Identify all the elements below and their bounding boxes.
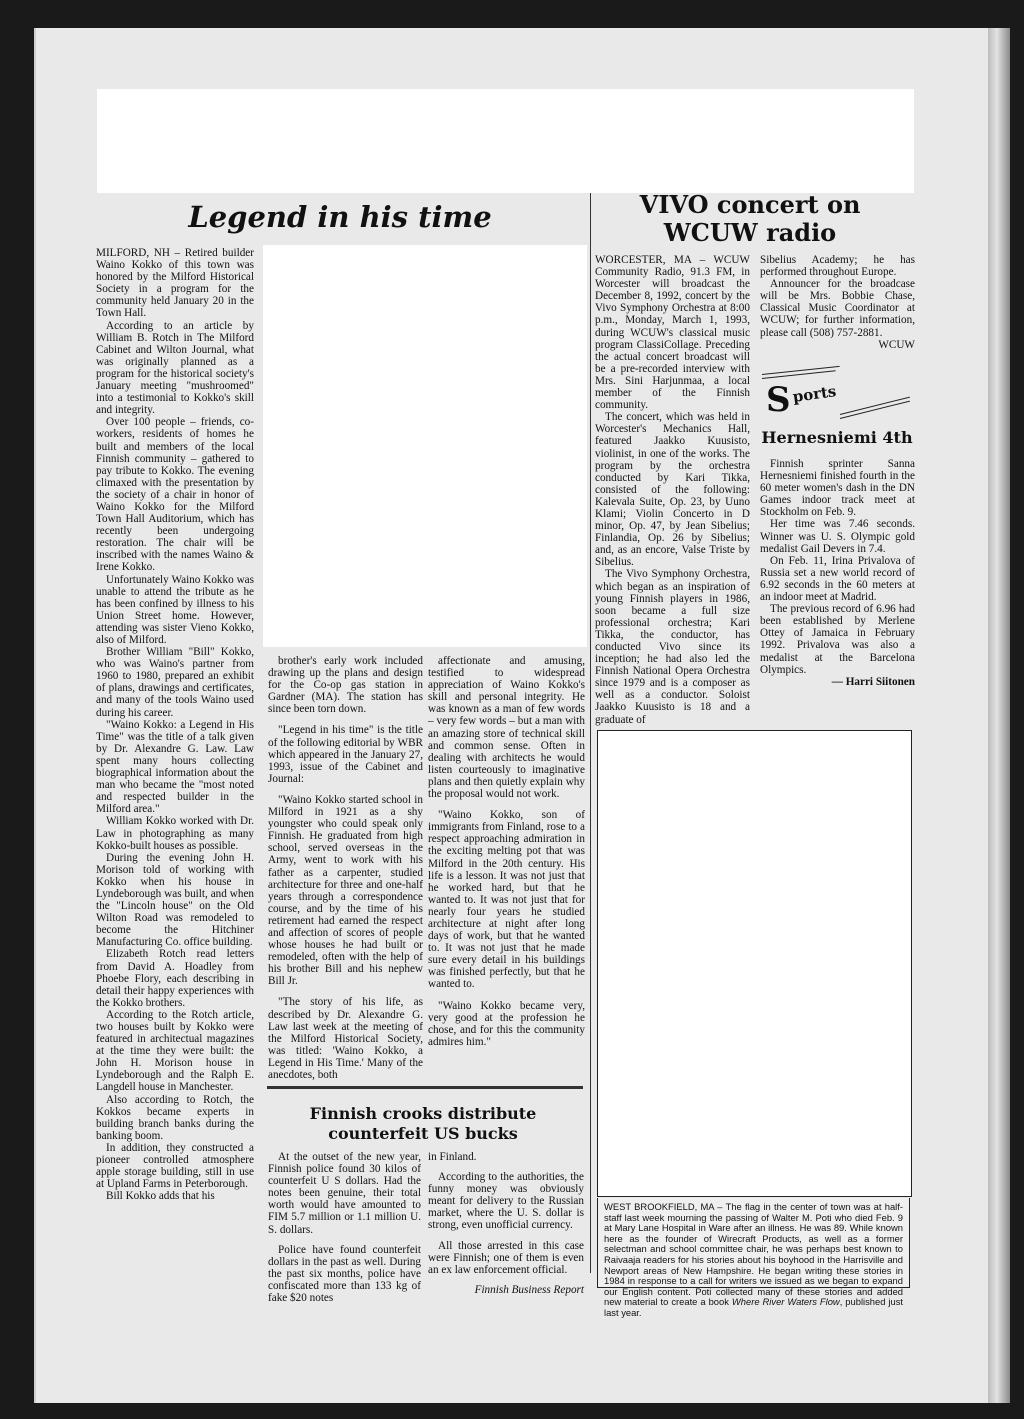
legend-p5: Brother William "Bill" Kokko, who was Waino's partner from 1960 to 1980, prepared an exhibit of plans, drawings and certificates, and many of the tools Waino used during his career. bbox=[96, 646, 254, 719]
poti-photo bbox=[597, 730, 912, 1197]
legend-photo bbox=[263, 245, 587, 647]
legend-p9: Elizabeth Rotch read letters from David A. Hoadley from Phoebe Flory, each describing in detail their happy experiences with the Kokko brothers. bbox=[96, 948, 254, 1009]
crooks-headline-line2: counterfeit US bucks bbox=[328, 1124, 518, 1143]
legend-c2-p3: "Waino Kokko started school in Milford in 1921 as a shy youngster who could speak only Finnish. He graduated from high school, served overseas in the Army, went to work with his father as a carpenter, studied architecture for three and one-half years through a correspondence course, and by the time of his retirement had earned the respect and affection of scores of people whose houses he had built or remodeled, often with the help of his brother Bill and his nephew Bill Jr. bbox=[268, 793, 423, 988]
legend-column-3 bbox=[428, 655, 585, 1057]
vivo-p5: Announcer for the broadcase will be Mrs. Bobbie Chase, Classical Music Coordinator at WCUW; for further information, please call (508) 757-2881. bbox=[760, 278, 915, 339]
sports-logo-rule-top-2 bbox=[762, 370, 836, 379]
sports-p3: On Feb. 11, Irina Privalova of Russia set a new world record of 6.92 seconds in the 60 meters at an indoor meet at Madrid. bbox=[760, 554, 915, 604]
crooks-p1: At the outset of the new year, Finnish police found 30 kilos of counterfeit U S dollars. Had the notes been genuine, their total worth would have amounted to FIM 5.7 million or 1.1 million U. S. dollars. bbox=[268, 1151, 421, 1236]
crooks-p5: All those arrested in this case were Finnish; one of them is even an ex law enforcement official. bbox=[428, 1239, 584, 1276]
legend-c2-p1: brother's early work included drawing up the plans and design for the Co-op gas station in Gardner (MA). The station has since been torn down. bbox=[268, 655, 423, 716]
legend-p8: During the evening John H. Morison told of working with Kokko when his house in Lyndeborough was built, and when the "Lincoln house" on the Old Wilton Road was remodeled to become the Hitchiner Manufacturing Co. office building. bbox=[96, 851, 254, 949]
masthead-blank bbox=[97, 89, 914, 193]
legend-p11: Also according to Rotch, the Kokkos became experts in building branch banks during the banking boom. bbox=[96, 1093, 254, 1142]
poti-caption-book-title: Where River Waters Flow bbox=[731, 1296, 840, 1308]
sports-logo-rule-bottom bbox=[840, 397, 910, 415]
vivo-headline-line1: VIVO concert on bbox=[639, 190, 861, 219]
legend-headline: Legend in his time bbox=[188, 200, 492, 234]
crooks-headline-line1: Finnish crooks distribute bbox=[309, 1104, 537, 1123]
vivo-headline bbox=[600, 191, 900, 247]
legend-c3-p1: affectionate and amusing, testified to widespread appreciation of Waino Kokko's skill and personal integrity. He was known as a man of few words – very few words – but a man with an amazing store of technical skill and common sense. Often in dealing with architects he would listen courteously to imaginative plans and then quietly explain why the proposal would not work. bbox=[428, 655, 585, 801]
sports-byline: — Harri Siitonen bbox=[831, 675, 915, 688]
sports-headline: Hernesniemi 4th bbox=[761, 428, 913, 447]
crooks-rule bbox=[267, 1086, 583, 1089]
vivo-p2: The concert, which was held in Worcester's Mechanics Hall, featured Jaakko Kuusisto, violinist, in one of the works. The program by the orchestra conducted by Kari Tikka, consisted of the following: Kalevala Suite, Op. 23, by Uuno Klami; Violin Concerto in D minor, Op. 47, by Jean Sibelius; Finlandia, Op. 26 by Sibelius; and, as an encore, Valse Triste by Sibelius. bbox=[595, 411, 750, 569]
crooks-p4: According to the authorities, the funny money was obviously meant for delivery to the Russian market, where the U. S. dollar is strong, even unofficial currency. bbox=[428, 1171, 584, 1232]
vivo-column-1 bbox=[595, 254, 750, 726]
legend-p13: Bill Kokko adds that his bbox=[106, 1190, 215, 1203]
sports-logo-rest: ports bbox=[791, 382, 838, 406]
page-edge bbox=[988, 28, 1010, 1403]
crooks-headline bbox=[268, 1104, 578, 1144]
crooks-column-1 bbox=[268, 1151, 421, 1312]
legend-p4: Unfortunately Waino Kokko was unable to attend the tribute as he has been confined by illness to his Union Street home. However, attending was sister Vieno Kokko, also of Milford. bbox=[96, 573, 254, 646]
legend-p7: William Kokko worked with Dr. Law in photographing as many Kokko-built houses as possible. bbox=[96, 815, 254, 852]
vivo-p3: The Vivo Symphony Orchestra, which began as an inspiration of young Finnish players in 1986, soon became a full size professional orchestra; Kari Tikka, the conductor, has conducted Vivo since its inception; he had also led the Finnish National Opera Orchestra since 1979 and is a composer as well as a conductor. Soloist Jaakko Kuusisto is 18 and a graduate of bbox=[595, 568, 750, 726]
legend-c2-p2: "Legend in his time" is the title of the following editorial by WBR which appeared in the January 27, 1993, issue of the Cabinet and Journal: bbox=[268, 724, 423, 785]
sports-p1: Finnish sprinter Sanna Hernesniemi finished fourth in the 60 meter women's dash in the DN Games indoor track meet at Stockholm on Feb. 9. bbox=[760, 458, 915, 519]
legend-p10: According to the Rotch article, two houses built by Kokko were featured in architectual magazines at the time they were built: the John H. Morison house in Lyndeborough and the Ralph E. Langdell house in Manchester. bbox=[96, 1008, 254, 1094]
poti-caption-text-a: WEST BROOKFIELD, MA – The flag in the center of town was at half-staff last week mourning the passing of Walter M. Poti who died Feb. 9 at Mary Lane Hospital in Ware after an illness. He was 89. While known here as the founder of Wirecraft Products, as well as a former selectman and school committee chair, he was perhaps best known to Raivaaja readers for his stories about his boyhood in the Harrisville and Newport areas of New Hampshire. He began writing these stories in 1984 in response to a call for writers we issued as we began to expand our English content. Poti collected many of these stories and added new material to create a book bbox=[604, 1201, 903, 1308]
legend-c2-p4: "The story of his life, as described by Dr. Alexandre G. Law last week at the meeting of the Milford Historical Society, was titled: 'Waino Kokko, a Legend in His Time.' Many of the anecdotes, both bbox=[268, 996, 423, 1081]
legend-p3: Over 100 people – friends, co-workers, residents of homes he built and members of the local Finnish community – gathered to pay tribute to Kokko. The evening climaxed with the presentation by the society of a chair in honor of Waino Kokko for the Milford Town Hall Auditorium, which has recently been undergoing restoration. The chair will be inscribed with the names Waino & Irene Kokko. bbox=[96, 416, 254, 574]
sports-logo bbox=[760, 370, 915, 422]
legend-column-2 bbox=[268, 655, 423, 1090]
sports-p2: Her time was 7.46 seconds. Winner was U. S. Olympic gold medalist Gail Devers in 7.4. bbox=[760, 518, 915, 555]
legend-p1: MILFORD, NH – Retired builder Waino Kokko of this town was honored by the Milford Historical Society in a program for the community held January 20 in the Town Hall. bbox=[96, 247, 254, 320]
legend-p2: According to an article by William B. Rotch in The Milford Cabinet and Wilton Journal, what was originally planned as a program for the historical society's January meeting "mushroomed" into a testimonial to Kokko's skill and integrity. bbox=[96, 319, 254, 417]
vivo-column-2 bbox=[760, 254, 915, 351]
vivo-signoff: WCUW bbox=[878, 338, 915, 351]
column-divider bbox=[590, 193, 591, 1273]
sports-p4: The previous record of 6.96 had been established by Merlene Ottey of Jamaica in February 1992. Privalova was also a medalist at the Barcelona Olympics. bbox=[760, 603, 915, 676]
vivo-p1: WORCESTER, MA – WCUW Community Radio, 91.3 FM, in Worcester will broadcast the December 8, 1992, concert by the Vivo Symphony Orchestra at 8:00 p.m., Monday, March 1, 1993, during WCUW's classical music program ClassiCollage. Preceding the actual concert broadcast will be a pre-recorded interview with Mrs. Sini Harjunmaa, a local member of the Finnish community. bbox=[595, 254, 750, 412]
legend-c3-p3: "Waino Kokko became very, very good at the profession he chose, and for this the community admires him." bbox=[428, 999, 585, 1048]
legend-p12: In addition, they constructed a pioneer controlled atmosphere apple storage building, still in use at Upland Farms in Peterborough. bbox=[96, 1141, 254, 1191]
poti-caption bbox=[597, 1198, 910, 1318]
crooks-p3: in Finland. bbox=[428, 1151, 477, 1163]
crooks-column-2 bbox=[428, 1151, 584, 1304]
sports-logo-s: S bbox=[766, 380, 791, 420]
vivo-headline-line2: WCUW radio bbox=[663, 218, 837, 247]
sports-logo-rule-bottom-2 bbox=[840, 401, 910, 419]
crooks-p2: Police have found counterfeit dollars in the past as well. During the past six months, police have confiscated more than 133 kg of fake $20 notes bbox=[268, 1243, 421, 1305]
sports-column bbox=[760, 458, 915, 688]
poti-caption-text-b: , published just last year. bbox=[604, 1296, 904, 1318]
legend-c3-p2: "Waino Kokko, son of immigrants from Finland, rose to a respect approaching admiration in the exciting melting pot that was Milford in the 20th century. His life is a lesson. It was not just that he worked hard, but that he wanted to. It was not just that for nearly four years he studied architecture at night after long days of work, but that he wanted to. It was not just that he made sure every detail in his buildings was finished perfectly, but that he wanted to. bbox=[428, 809, 585, 991]
legend-p6: "Waino Kokko: a Legend in His Time" was the title of a talk given by Dr. Alexandre G. Law. Law spent many hours collecting biographical information about the man who became the "most noted and respected builder in the Milford area." bbox=[96, 718, 254, 816]
vivo-p4: Sibelius Academy; he has performed throughout Europe. bbox=[760, 254, 915, 279]
crooks-source: Finnish Business Report bbox=[474, 1283, 584, 1296]
legend-column-1 bbox=[96, 247, 254, 1202]
